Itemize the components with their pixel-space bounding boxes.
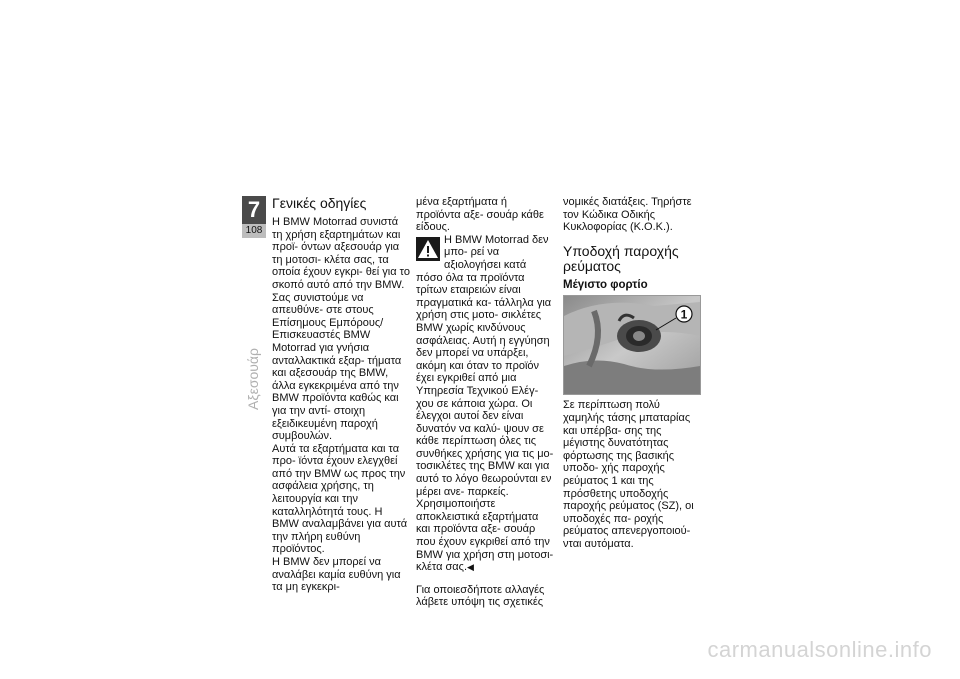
paragraph: Αυτά τα εξαρτήματα και τα προ- ϊόντα έχουν ελεγχθεί από την BMW ως προς την ασφάλεια χρήσης, τη λειτουργία και την καταλληλότητά τους. Η BMW αναλαμβάνει για αυτά την πλήρη ευθύνη προϊόντος. [272, 442, 408, 556]
power-socket-illustration [564, 296, 700, 394]
warning-text: Η BMW Motorrad δεν μπο- ρεί να αξιολογήσει κατά πόσο όλα τα προϊόντα τρίτων εταιρειών είναι πραγματικά κα- τάλληλα για χρήση στις μοτο- σικλέτες BMW χωρίς κινδύνους ασφάλειας. Αυτή η εγγύηση δεν μπορεί να υπάρξει, ακόμη και όταν το προϊόν έχει εγκριθεί από μια Υπηρεσία Τεχνικού Ελέγ- χου σε κάποια χώρα. Οι έλεγχοι αυτοί δεν είναι δυνατόν να καλύ- ψουν σε κάθε περίπτωση όλες τις συνθήκες χρήσης για τις μο- τοσικλέτες της BMW και για αυτό το λόγο θεωρούνται εν μέρει ανε- παρκείς. [416, 233, 554, 498]
page-number: 108 [242, 224, 266, 238]
paragraph: Σε περίπτωση πολύ χαμηλής τάσης μπαταρίας και υπέρβα- σης της μέγιστης δυνατότητας φόρτωσης της βασικής υποδο- χής παροχής ρεύματος 1 και της πρόσθετης υποδοχής παροχής ρεύματος (SZ), οι υποδοχές πα- ροχής ρεύματος απενεργοποιού- νται αυτόματα. [563, 399, 694, 550]
paragraph: νομικές διατάξεις. Τηρήστε τον Κώδικα Οδικής Κυκλοφορίας (Κ.Ο.Κ.). [563, 196, 692, 234]
column-3 [563, 196, 703, 551]
paragraph: Για οποιεσδήποτε αλλαγές λάβετε υπόψη τις σχετικές [416, 583, 545, 609]
warning-icon [416, 237, 440, 261]
subheading-max-load: Μέγιστο φορτίο [563, 278, 648, 291]
chapter-side-label: Αξεσουάρ [245, 348, 261, 410]
paragraph [416, 498, 554, 574]
section-heading-power-socket: Υποδοχή παροχής ρεύματος [563, 242, 679, 274]
section-heading-general: Γενικές οδηγίες [272, 195, 367, 211]
paragraph-text: Χρησιμοποιήστε αποκλειστικά εξαρτήματα και προϊόντα αξε- σουάρ που έχουν εγκριθεί από την BMW για χρήση στη μοτοσι- κλέτα σας. [416, 498, 554, 574]
column-1 [272, 196, 410, 594]
watermark: carmanualsonline.info [707, 637, 932, 662]
paragraph: Σας συνιστούμε να απευθύνε- στε στους Επίσημους Εμπόρους/ Επισκευαστές BMW Motorrad για γνήσια ανταλλακτικά εξαρ- τήματα και αξεσουάρ της BMW, άλλα εγκεκριμένα από την BMW προϊόντα καθώς και για την αντί- στοιχη εξειδικευμένη παροχή συμβουλών. [272, 291, 402, 443]
callout-number: 1 [680, 307, 688, 322]
chapter-number: 7 [247, 197, 261, 222]
paragraph: Η BMW δεν μπορεί να αναλάβει καμία ευθύνη για τα μη εγκεκρι- [272, 556, 401, 594]
warning-block [416, 234, 554, 498]
chapter-tab [242, 196, 266, 238]
paragraph: Η BMW Motorrad συνιστά τη χρήση εξαρτημάτων και προϊ- όντων αξεσουάρ για τη μοτοσι- κλέτα σας, τα οποία έχουν εγκρι- θεί για το σκοπό αυτό από την BMW. [272, 216, 410, 291]
paragraph: μένα εξαρτήματα ή προϊόντα αξε- σουάρ κάθε είδους. [416, 196, 544, 234]
column-2 [416, 196, 554, 609]
end-mark-icon: ◀ [467, 562, 474, 573]
power-socket-photo [563, 295, 701, 395]
